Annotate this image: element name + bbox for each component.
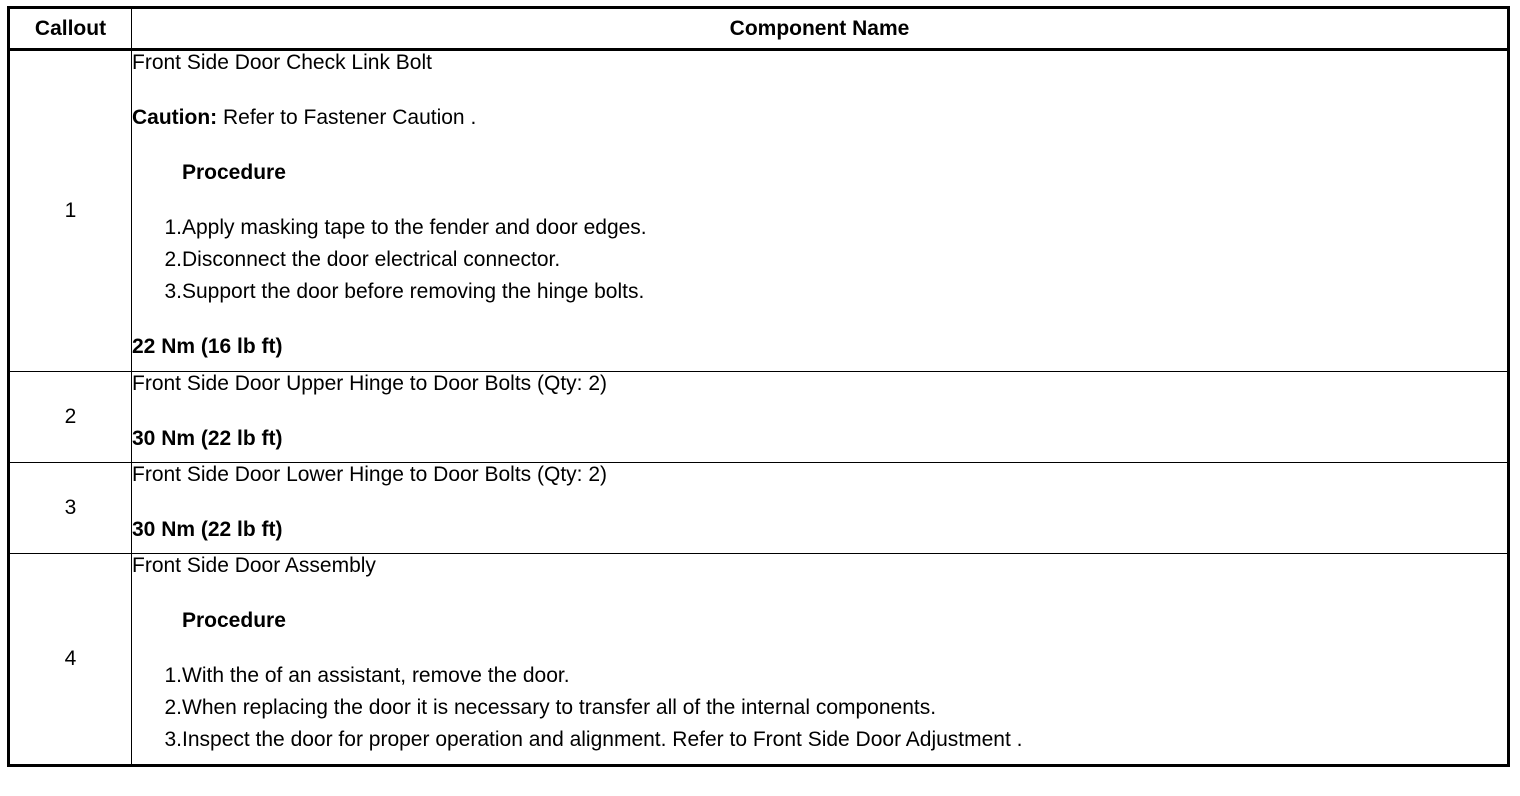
table-row: [9, 372, 1509, 463]
step-text: Inspect the door for proper operation and alignment. Refer to Front Side Door Adjustment .: [182, 728, 1023, 751]
procedure-step: [132, 728, 1507, 752]
caution-label: Caution:: [132, 106, 218, 129]
procedure-title: Procedure: [182, 609, 286, 632]
step-number: 2.: [164, 248, 182, 271]
component-name: Front Side Door Check Link Bolt: [132, 51, 432, 74]
callout-number: 2: [9, 372, 132, 463]
procedure-steps: [132, 216, 1507, 312]
callout-number: 4: [9, 554, 132, 766]
procedure-step: [132, 696, 1507, 728]
component-name: Front Side Door Assembly: [132, 554, 376, 577]
callout-number: 3: [9, 463, 132, 554]
component-cell: [132, 463, 1509, 554]
component-name-header: Component Name: [132, 8, 1509, 50]
torque-spec: 22 Nm (16 lb ft): [132, 335, 283, 358]
callout-header: Callout: [9, 8, 132, 50]
step-number: 1.: [164, 216, 182, 239]
torque-spec: 30 Nm (22 lb ft): [132, 427, 283, 450]
caution-text: Refer to Fastener Caution .: [217, 106, 477, 129]
callout-number: 1: [9, 50, 132, 372]
component-name: Front Side Door Lower Hinge to Door Bolts (Qty: 2): [132, 463, 608, 486]
component-name: Front Side Door Upper Hinge to Door Bolts (Qty: 2): [132, 372, 608, 395]
step-number: 3.: [164, 280, 182, 303]
component-table: [7, 6, 1510, 767]
caution-note: [132, 106, 1507, 130]
step-text: Apply masking tape to the fender and door edges.: [182, 216, 647, 239]
step-number: 1.: [164, 664, 182, 687]
procedure-step: [132, 280, 1507, 312]
component-cell: [132, 372, 1509, 463]
step-number: 2.: [164, 696, 182, 719]
table-row: [9, 554, 1509, 766]
table-row: [9, 50, 1509, 372]
table-row: [9, 463, 1509, 554]
component-table-container: [7, 6, 1510, 767]
step-text: When replacing the door it is necessary to transfer all of the internal components.: [182, 696, 937, 719]
component-cell: [132, 554, 1509, 766]
procedure-step: [132, 248, 1507, 280]
step-text: Support the door before removing the hinge bolts.: [182, 280, 645, 303]
component-cell: [132, 50, 1509, 372]
step-text: Disconnect the door electrical connector.: [182, 248, 561, 271]
step-text: With the of an assistant, remove the door.: [182, 664, 570, 687]
procedure-step: [132, 216, 1507, 248]
procedure-title: Procedure: [182, 161, 286, 184]
procedure-step: [132, 664, 1507, 696]
step-number: 3.: [164, 728, 182, 751]
torque-spec: 30 Nm (22 lb ft): [132, 518, 283, 541]
header-row: [9, 8, 1509, 50]
procedure-steps: [132, 664, 1507, 752]
